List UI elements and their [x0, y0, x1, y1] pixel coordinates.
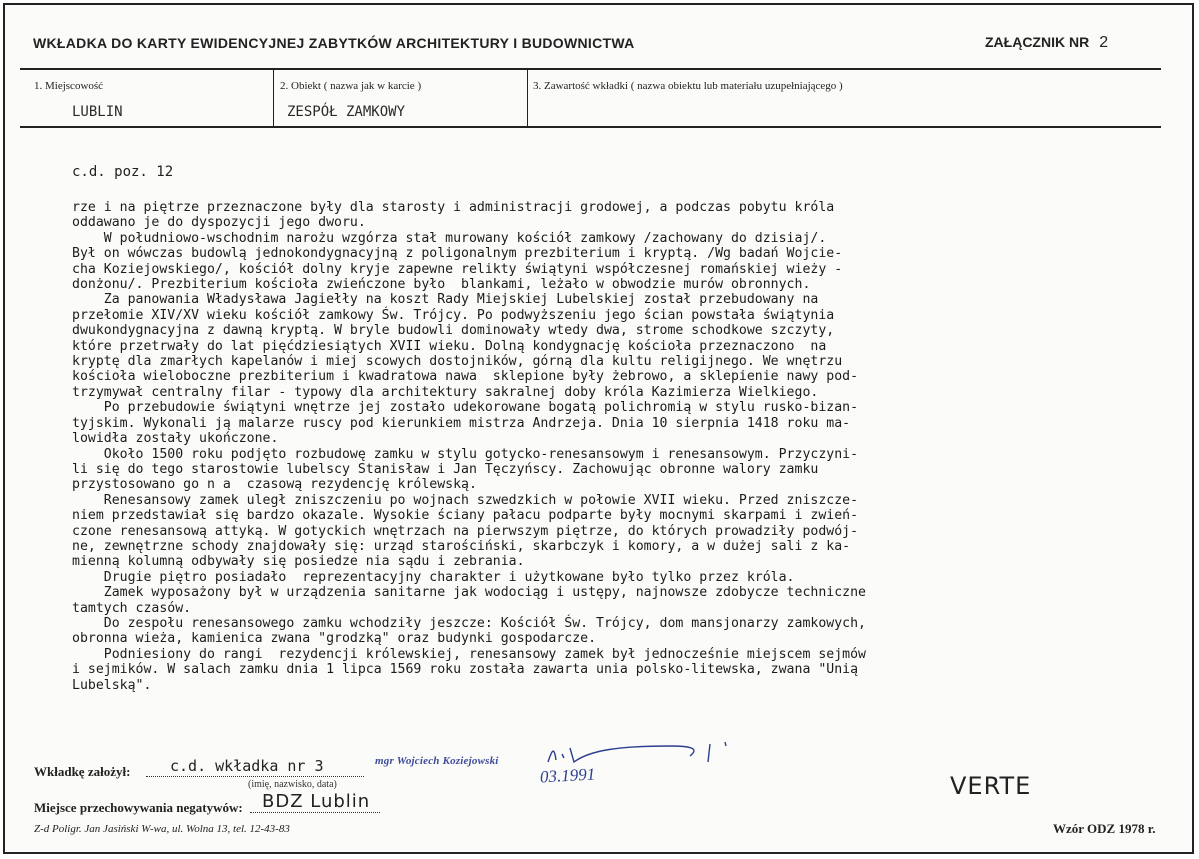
body-line: czone renesansową attyką. W gotyckich wnętrzach na pierwszym piętrze, do których prowadziły podwój-: [72, 523, 859, 539]
header-rule-top: [20, 68, 1161, 70]
body-line: rze i na piętrze przeznaczone były dla starosty i administracji grodowej, a podczas pobytu króla: [72, 200, 835, 215]
contents-label: 3. Zawartość wkładki ( nazwa obiektu lub materiału uzupełniającego ): [533, 80, 843, 92]
body-line: Za panowania Władysława Jagiełły na koszt Rady Miejskiej Lubelskiej został przebudowany na: [72, 292, 819, 308]
created-by-sublabel: (imię, nazwisko, data): [248, 779, 337, 790]
object-label: 2. Obiekt ( nazwa jak w karcie ): [280, 80, 422, 92]
body-line: Do zespołu renesansowego zamku wchodziły jeszcze: Kościół Św. Trójcy, dom mansjonarzy zamkowych,: [72, 615, 866, 631]
body-line: tyjskim. Wykonali ją malarze ruscy pod kierunkiem mistrza Andrzeja. Dnia 10 sierpnia 1418 roku ma-: [72, 415, 851, 431]
body-line: Był on wówczas budowlą jednokondygnacyjną z poligonalnym prezbiterium i kryptą. /Wg badań Wojcie-: [72, 246, 843, 262]
verte-note: VERTE: [950, 772, 1032, 800]
attachment-label: ZAŁĄCZNIK NR: [985, 34, 1090, 50]
body-line: które przetrwały do lat pięćdziesiątych XVII wieku. Dolną kondygnację kościoła przeznaczono na: [72, 338, 827, 354]
body-line: Renesansowy zamek uległ zniszczeniu po wojnach szwedzkich w połowie XVII wieku. Przed zniszcze-: [72, 492, 859, 508]
body-line: Po przebudowie świątyni wnętrze jej zostało udekorowane bogatą polichromią w stylu rusko-bizan-: [72, 400, 859, 416]
locality-label: 1. Miejscowość: [34, 80, 104, 92]
body-line: obronna wieża, kamienica zwana "grodzką" oraz budynki gospodarcze.: [72, 631, 597, 647]
body-line: lowidła zostały ukończone.: [72, 431, 279, 447]
body-line: przełomie XIV/XV wieku kościół zamkowy Św. Trójcy. Po podwyższeniu jego ścian powstała świątynia: [72, 307, 835, 323]
body-line: trzymywał centralny filar - typowy dla architektury sakralnej doby króla Kazimierza Wielkiego.: [72, 384, 819, 400]
body-line: li się do tego starostowie lubelscy Stanisław i Jan Tęczyńscy. Zachowując obronne walory zamku: [72, 461, 819, 477]
signature-date: 03.1991: [539, 764, 596, 787]
body-line: niem przedstawiał się bardzo okazale. Wysokie ściany pałacu podparte były mocnymi skarpami i zwień-: [72, 508, 859, 524]
created-by-line: [146, 776, 364, 777]
body-line: dwukondygnacyjna z dawną kryptą. W bryle budowli dominowały wtedy dwa, strome schodkowe szczyty,: [72, 323, 835, 339]
attachment-number: [985, 34, 1108, 52]
body-line: kryptę dla zmarłych kapelanów i miej scowych dostojników, górną dla kultu religijnego. We wnętrzu: [72, 354, 843, 370]
body-line: cha Koziejowskiego/, kościół dolny kryje zapewne relikty świątyni współczesnej romańskiej wieży -: [72, 261, 843, 277]
body-line: donżonu/. Prezbiterium kościoła zwieńczone było blankami, leżało w obwodzie murów obronnych.: [72, 277, 811, 293]
body-line: Lubelską".: [72, 677, 152, 693]
locality-value: LUBLIN: [72, 104, 123, 120]
body-line: i sejmików. W salach zamku dnia 1 lipca 1569 roku została zawarta unia polsko-litewska, zwana "Unią: [72, 662, 859, 678]
form-model: Wzór ODZ 1978 r.: [1053, 821, 1156, 836]
body-line: kościoła wieloboczne prezbiterium i kwadratowa nawa sklepione były żebrowo, a sklepienie nawy pod-: [72, 369, 859, 385]
created-by-label: Wkładkę założył:: [34, 764, 131, 779]
body-line: ne, zewnętrzne schody znajdowały się: urząd starościński, skarbczyk i komory, a w dużej sali z ka-: [72, 538, 851, 554]
negatives-line: [250, 812, 380, 813]
field-divider-2: [527, 69, 528, 127]
created-by-value: c.d. wkładka nr 3: [170, 757, 324, 775]
author-stamp: mgr Wojciech Koziejowski: [375, 755, 499, 767]
body-line: mienną kolumną odbywały się posiedze nia sądu i zebrania.: [72, 554, 525, 570]
document-body: [72, 200, 1112, 693]
body-line: W południowo-wschodnim narożu wzgórza stał murowany kościół zamkowy /zachowany do dzisiaj/.: [72, 230, 827, 246]
negatives-label: Miejsce przechowywania negatywów:: [34, 800, 243, 815]
printer-imprint: Z-d Poligr. Jan Jasiński W-wa, ul. Wolna 13, tel. 12-43-83: [34, 823, 290, 835]
body-line: Zamek wyposażony był w urządzenia sanitarne jak wodociąg i ustępy, najnowsze zdobycze techniczne: [72, 585, 866, 601]
negatives-value: BDZ Lublin: [262, 791, 371, 812]
body-line: Drugie piętro posiadało reprezentacyjny charakter i użytkowane było tylko przez króla.: [72, 569, 795, 585]
body-line: Około 1500 roku podjęto rozbudowę zamku w stylu gotycko-renesansowym i renesansowym. Przyczyni-: [72, 446, 859, 462]
form-title: WKŁADKA DO KARTY EWIDENCYJNEJ ZABYTKÓW ARCHITEKTURY I BUDOWNICTWA: [33, 35, 635, 51]
body-line: oddawano je do dyspozycji jego dworu.: [72, 215, 366, 231]
object-value: ZESPÓŁ ZAMKOWY: [287, 104, 406, 120]
body-line: przystosowano go n a czasową rezydencję królewską.: [72, 477, 477, 493]
attachment-value: 2: [1099, 34, 1109, 51]
header-rule-bottom: [20, 126, 1161, 128]
body-line: Podniesiony do rangi rezydencji królewskiej, renesansowy zamek był jednocześnie miejscem sejmów: [72, 646, 866, 662]
continuation-reference: c.d. poz. 12: [72, 164, 174, 180]
body-line: tamtych czasów.: [72, 600, 192, 616]
field-divider-1: [273, 69, 274, 127]
